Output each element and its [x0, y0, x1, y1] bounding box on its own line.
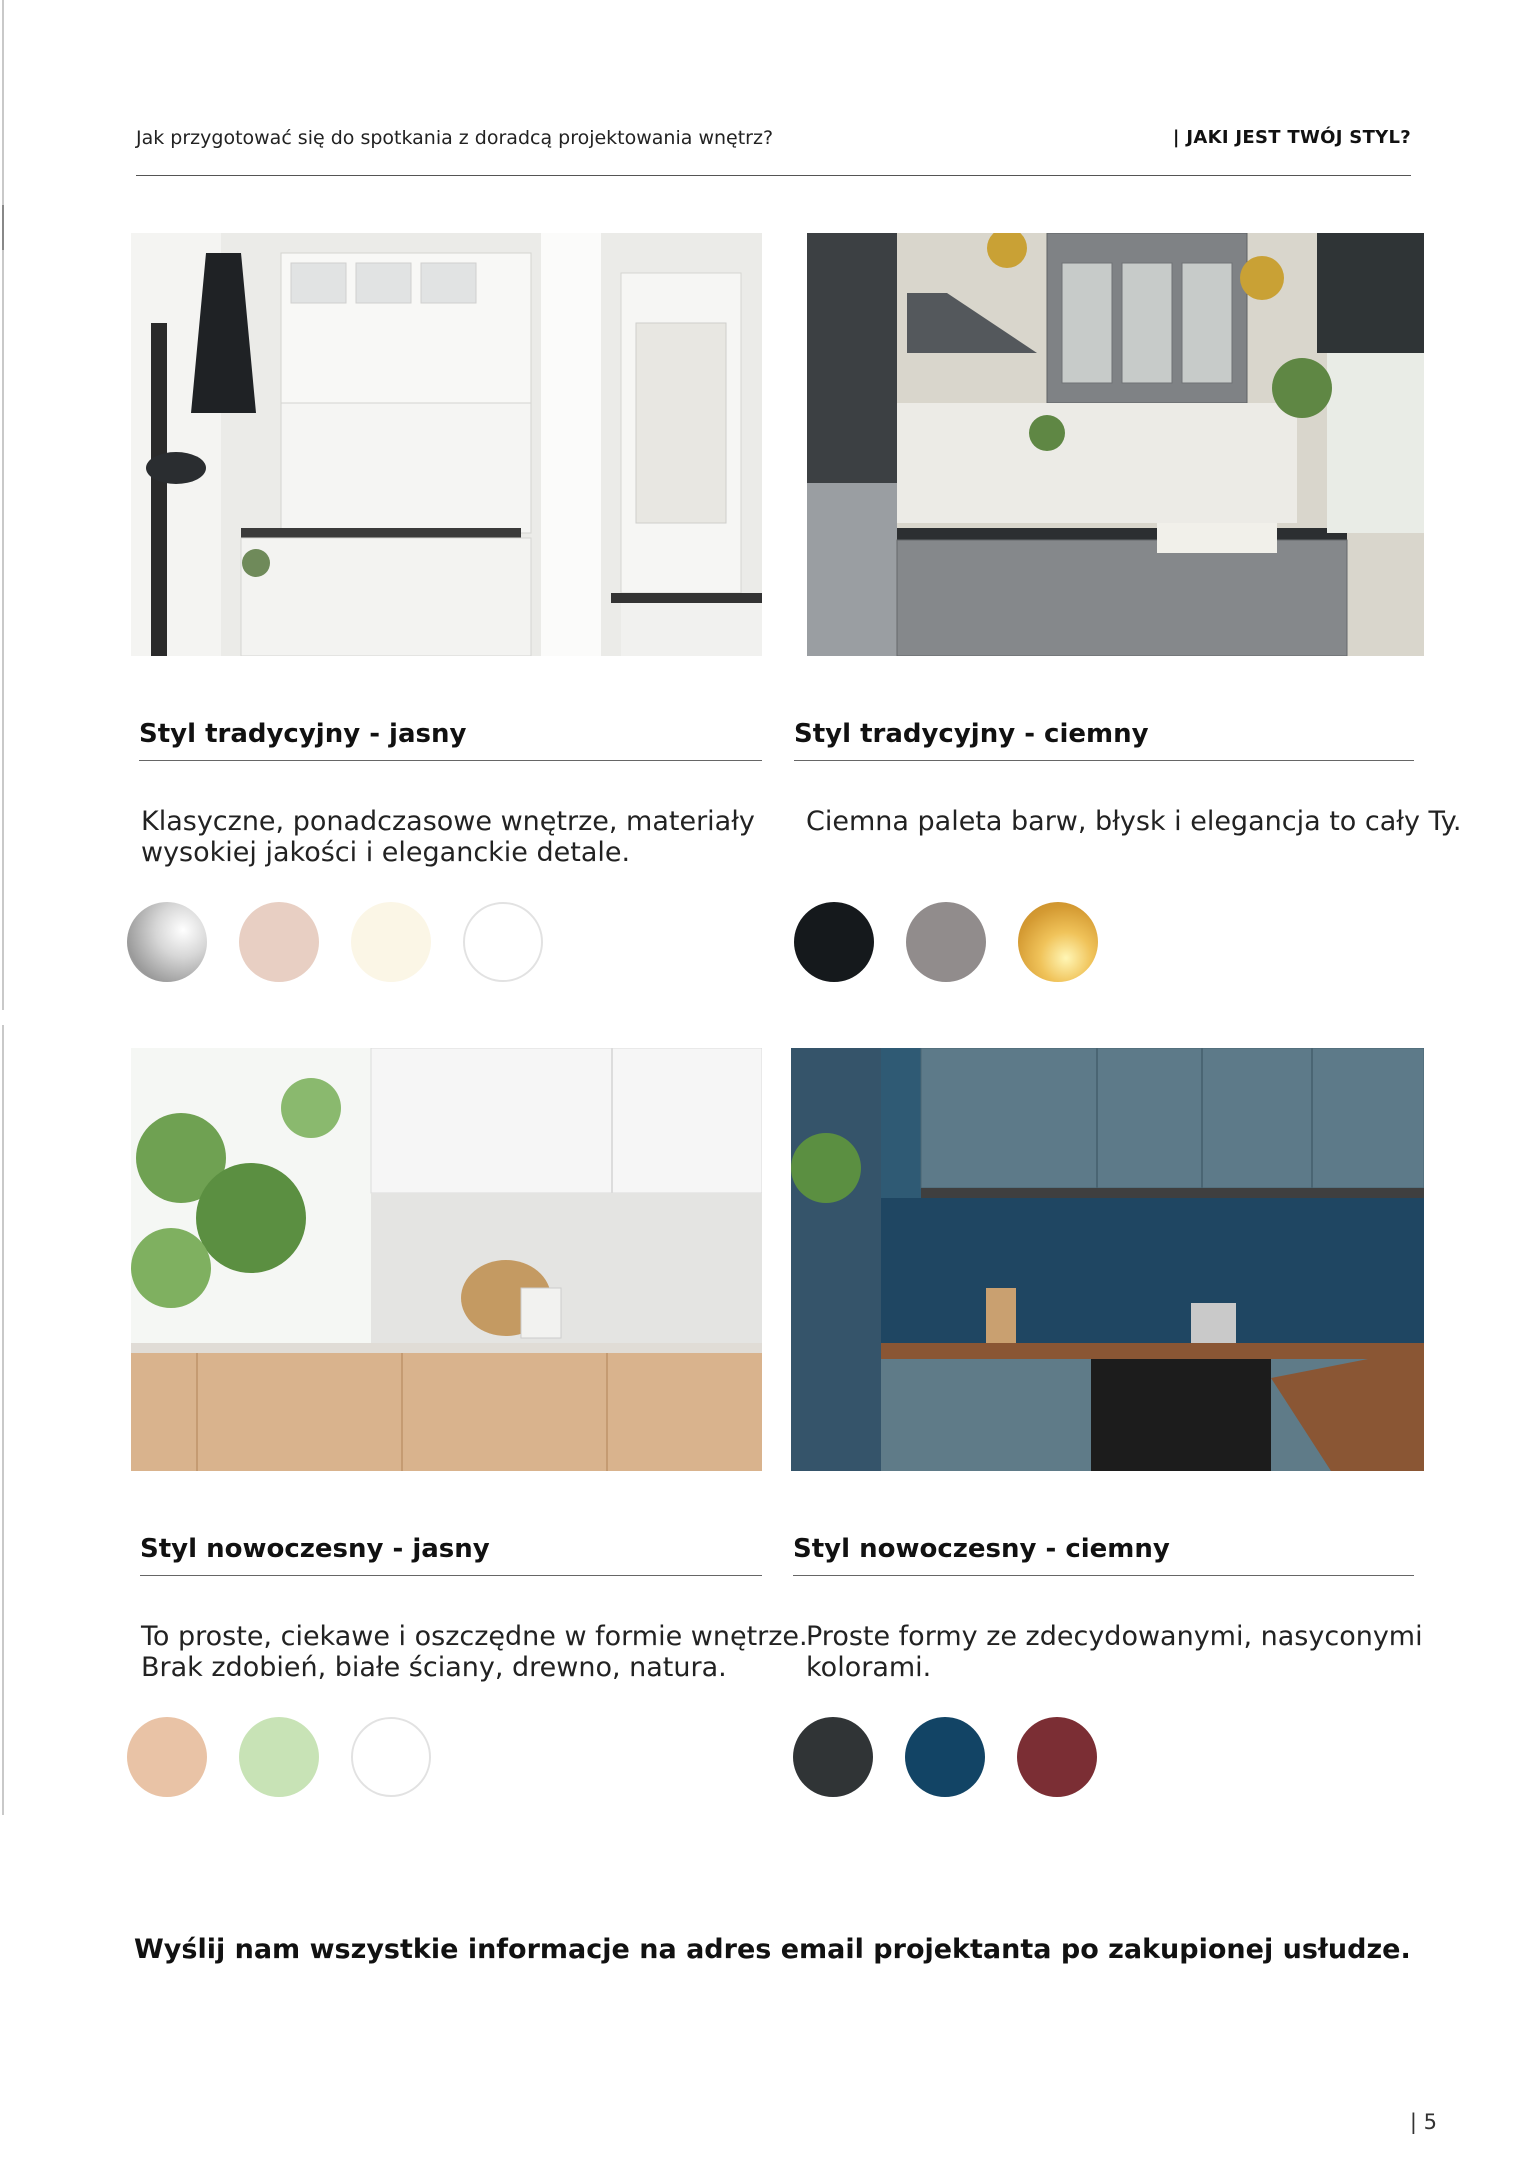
- style-title-divider: [794, 760, 1414, 761]
- color-swatch-peach: [127, 1717, 207, 1797]
- page-edge-line: [2, 250, 4, 1010]
- color-swatch-white: [463, 902, 543, 982]
- style-description: [806, 1621, 1423, 1683]
- style-description-line: kolorami.: [806, 1652, 932, 1683]
- color-swatch-cream: [351, 902, 431, 982]
- kitchen-photo-traditional-dark: [807, 233, 1424, 656]
- style-title-divider: [140, 1575, 762, 1576]
- style-title: Styl nowoczesny - ciemny: [793, 1534, 1170, 1564]
- style-description-line: Ciemna paleta barw, błysk i elegancja to cały Ty.: [806, 806, 1462, 837]
- page-edge-line: [2, 1025, 4, 1815]
- style-title-divider: [139, 760, 762, 761]
- kitchen-photo-modern-light: [131, 1048, 762, 1471]
- style-title: Styl nowoczesny - jasny: [140, 1534, 490, 1564]
- color-swatch-light-green: [239, 1717, 319, 1797]
- color-swatch-silver: [127, 902, 207, 982]
- style-title-divider: [793, 1575, 1414, 1576]
- page-edge-line: [2, 205, 4, 250]
- color-swatch-black: [794, 902, 874, 982]
- header-section-label: | JAKI JEST TWÓJ STYL?: [1172, 127, 1411, 148]
- style-description: [141, 806, 755, 868]
- header-title: Jak przygotować się do spotkania z doradcą projektowania wnętrz?: [136, 127, 774, 149]
- page-edge-line: [2, 0, 4, 205]
- style-description-line: To proste, ciekawe i oszczędne w formie wnętrze.: [141, 1621, 808, 1652]
- header-divider: [136, 175, 1411, 176]
- color-swatch-burgundy: [1017, 1717, 1097, 1797]
- style-description-line: Proste formy ze zdecydowanymi, nasyconymi: [806, 1621, 1423, 1652]
- color-swatch-grey: [906, 902, 986, 982]
- style-description-line: wysokiej jakości i eleganckie detale.: [141, 837, 631, 868]
- color-swatch-white: [351, 1717, 431, 1797]
- color-swatch-navy: [905, 1717, 985, 1797]
- color-swatch-blush: [239, 902, 319, 982]
- footer-note: Wyślij nam wszystkie informacje na adres email projektanta po zakupionej usłudze.: [134, 1934, 1411, 1965]
- style-description-line: Brak zdobień, białe ściany, drewno, natura.: [141, 1652, 727, 1683]
- style-description: [806, 806, 1462, 837]
- style-title: Styl tradycyjny - jasny: [139, 719, 467, 749]
- color-swatch-charcoal: [793, 1717, 873, 1797]
- page-number: | 5: [1409, 2110, 1437, 2134]
- style-description-line: Klasyczne, ponadczasowe wnętrze, materiały: [141, 806, 755, 837]
- kitchen-photo-traditional-light: [131, 233, 762, 656]
- style-description: [141, 1621, 808, 1683]
- style-title: Styl tradycyjny - ciemny: [794, 719, 1149, 749]
- kitchen-photo-modern-dark: [791, 1048, 1424, 1471]
- color-swatch-gold: [1018, 902, 1098, 982]
